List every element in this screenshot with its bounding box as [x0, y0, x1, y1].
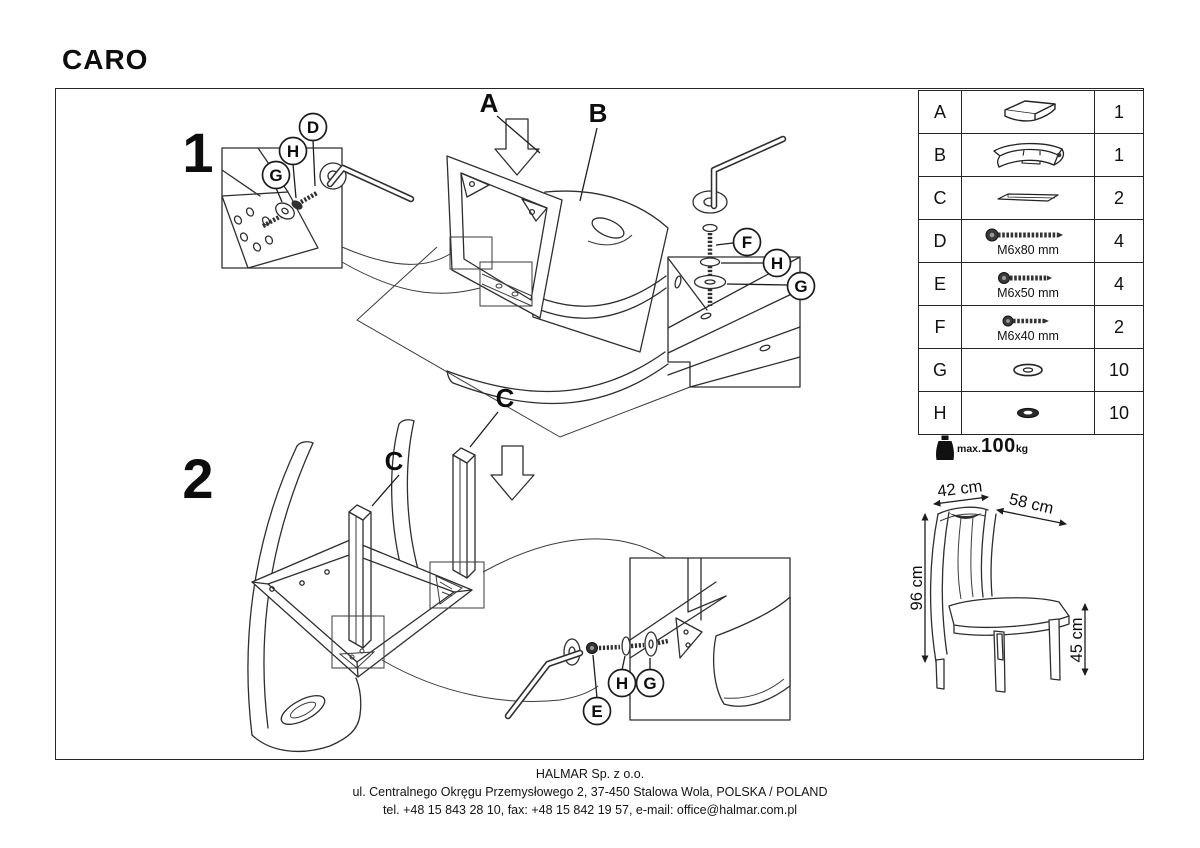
parts-table: [918, 90, 1144, 435]
svg-text:E: E: [591, 702, 603, 721]
step-2-diagram: [182, 383, 790, 751]
part-qty: 10: [1095, 392, 1144, 435]
parts-row-f: [919, 306, 1144, 349]
seat-frame-part: [447, 156, 562, 318]
parts-row-a: [919, 91, 1144, 134]
weight-value: 100: [980, 435, 1016, 457]
svg-text:B: B: [588, 98, 608, 128]
svg-text:D: D: [306, 118, 320, 137]
svg-text:G: G: [269, 166, 283, 185]
weight-icon: [936, 435, 954, 461]
callout-f1: [716, 229, 761, 256]
part-letter: A: [919, 91, 962, 134]
svg-text:H: H: [770, 254, 784, 273]
screw-short-icon: [962, 312, 1094, 330]
parts-row-b: [919, 134, 1144, 177]
part-qty: 2: [1095, 306, 1144, 349]
dim-width: [934, 477, 988, 504]
cap-washer-icon: [962, 406, 1094, 420]
footer-company: HALMAR Sp. z o.o.: [535, 767, 645, 781]
part-qty: 1: [1095, 134, 1144, 177]
dim-depth: [997, 490, 1066, 524]
svg-text:58 cm: 58 cm: [1007, 490, 1056, 518]
footer-address: ul. Centralnego Okręgu Przemysłowego 2, 37-450 Stalowa Wola, POLSKA / POLAND: [352, 785, 828, 799]
svg-text:A: A: [479, 88, 499, 118]
step-2-number: 2: [182, 447, 214, 510]
svg-text:C: C: [384, 446, 404, 476]
screw-size-label: M6x80 mm: [997, 243, 1059, 257]
parts-row-c: [919, 177, 1144, 220]
screw-long-icon: [962, 226, 1094, 244]
weight-limit-badge: [936, 435, 1028, 461]
svg-text:96 cm: 96 cm: [908, 565, 926, 611]
part-qty: 4: [1095, 220, 1144, 263]
chair-side-view: [931, 507, 1069, 692]
screw-medium-icon: [962, 269, 1094, 287]
svg-text:G: G: [794, 277, 808, 296]
footer-contact: tel. +48 15 843 28 10, fax: +48 15 842 19 57, e-mail: office@halmar.com.pl: [382, 803, 798, 817]
part-letter: E: [919, 263, 962, 306]
backrest-icon: [962, 138, 1094, 172]
parts-row-h: [919, 392, 1144, 435]
parts-row-e: [919, 263, 1144, 306]
seat-cushion-icon: [962, 97, 1094, 127]
screw-size-label: M6x40 mm: [997, 329, 1059, 343]
footer: [0, 765, 1180, 819]
screw-size-label: M6x50 mm: [997, 286, 1059, 300]
part-c-callout-1: [372, 446, 404, 506]
part-letter: C: [919, 177, 962, 220]
part-letter: D: [919, 220, 962, 263]
chair-dimensions-figure: [908, 477, 1086, 692]
arrow-down-icon: [491, 446, 534, 500]
dim-seat-height: [1068, 604, 1086, 675]
part-qty: 4: [1095, 263, 1144, 306]
part-qty: 10: [1095, 349, 1144, 392]
washer-icon: [962, 362, 1094, 378]
svg-text:H: H: [286, 142, 300, 161]
svg-text:42 cm: 42 cm: [936, 477, 984, 501]
callout-e1: [584, 655, 611, 725]
parts-row-g: [919, 349, 1144, 392]
weight-unit: kg: [1015, 443, 1029, 455]
part-qty: 2: [1095, 177, 1144, 220]
svg-text:H: H: [615, 674, 629, 693]
part-c-callout-2: [470, 383, 515, 447]
part-qty: 1: [1095, 91, 1144, 134]
step1-left-detail-inset: [222, 148, 411, 268]
part-letter: H: [919, 392, 962, 435]
svg-text:G: G: [643, 674, 657, 693]
step-1-number: 1: [182, 121, 214, 184]
svg-text:45 cm: 45 cm: [1068, 617, 1086, 663]
part-letter: G: [919, 349, 962, 392]
dim-height: [908, 514, 926, 662]
product-title: CARO: [62, 44, 149, 75]
svg-text:F: F: [741, 233, 753, 252]
dowel-icon: [962, 192, 1094, 204]
weight-max-label: max.: [957, 443, 981, 455]
part-b-callout: [580, 98, 607, 201]
leg-part-c2: [453, 448, 475, 578]
svg-text:C: C: [495, 383, 515, 413]
part-letter: F: [919, 306, 962, 349]
part-letter: B: [919, 134, 962, 177]
parts-row-d: [919, 220, 1144, 263]
